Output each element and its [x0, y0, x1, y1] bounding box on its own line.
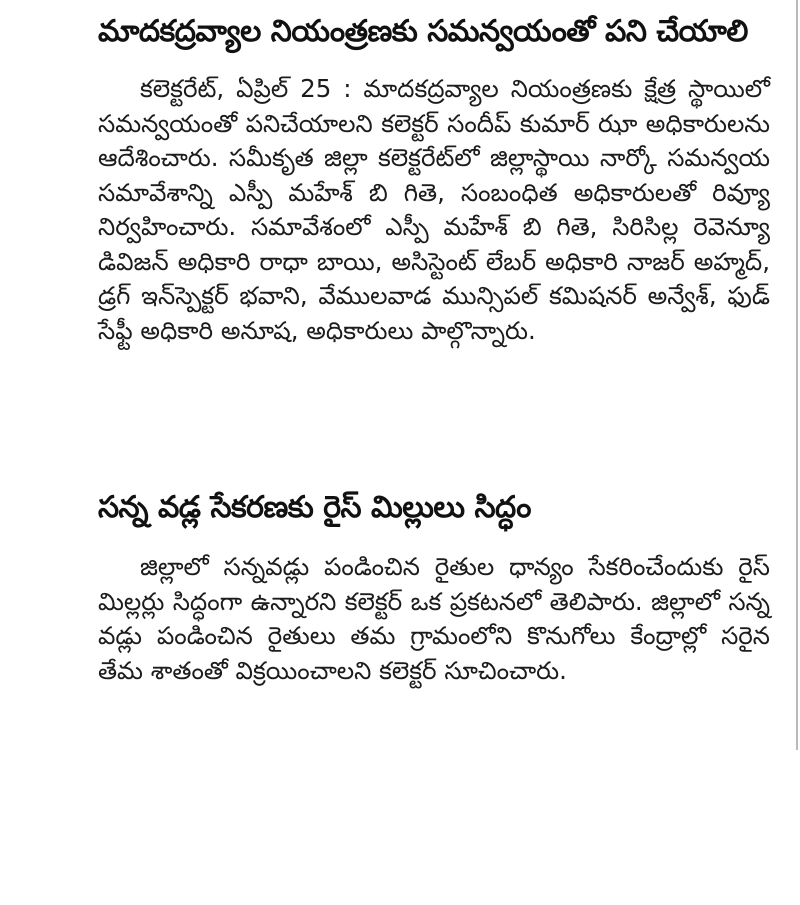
article-narcotics-control: [98, 12, 770, 348]
article-headline: సన్న వడ్ల సేకరణకు రైస్ మిల్లులు సిద్ధం: [98, 490, 531, 525]
article-rice-mills: [98, 488, 770, 688]
article-body: కలెక్టరేట్, ఏప్రిల్ 25 : మాదకద్రవ్యాల నియంత్రణకు క్షేత్ర స్థాయిలో సమన్వయంతో పనిచేయాలని కలెక్టర్ సందీప్ కుమార్ ఝా అధికారులను ఆదేశించారు. సమీకృత జిల్లా కలెక్టరేట్‌లో జిల్లాస్థాయి నార్కో సమన్వయ సమావేశాన్ని ఎస్పీ మహేశ్ బి గితె, సంబంధిత అధికారులతో రివ్యూ నిర్వహించారు. సమావేశంలో ఎస్పీ మహేశ్ బి గితె, సిరిసిల్ల రెవెన్యూ డివిజన్ అధికారి రాధా బాయి, అసిస్టెంట్ లేబర్ అధికారి నాజర్ అహ్మద్, డ్రగ్ ఇన్‌స్పెక్టర్ భవాని, వేములవాడ మున్సిపల్ కమిషనర్ అన్వేశ్, ఫుడ్ సేఫ్టీ అధికారి అనూష, అధికారులు పాల్గొన్నారు.: [98, 74, 770, 345]
column-divider: [796, 0, 798, 750]
article-headline: మాదకద్రవ్యాల నియంత్రణకు సమన్వయంతో పని చేయాలి: [98, 14, 748, 49]
article-body: జిల్లాలో సన్నవడ్లు పండించిన రైతుల ధాన్యం సేకరించేందుకు రైస్ మిల్లర్లు సిద్ధంగా ఉన్నారని కలెక్టర్ ఒక ప్రకటనలో తెలిపారు. జిల్లాలో సన్న వడ్లు పండించిన రైతులు తమ గ్రామంలోని కొనుగోలు కేంద్రాల్లో సరైన తేమ శాతంతో విక్రయించాలని కలెక్టర్ సూచించారు.: [98, 552, 770, 685]
